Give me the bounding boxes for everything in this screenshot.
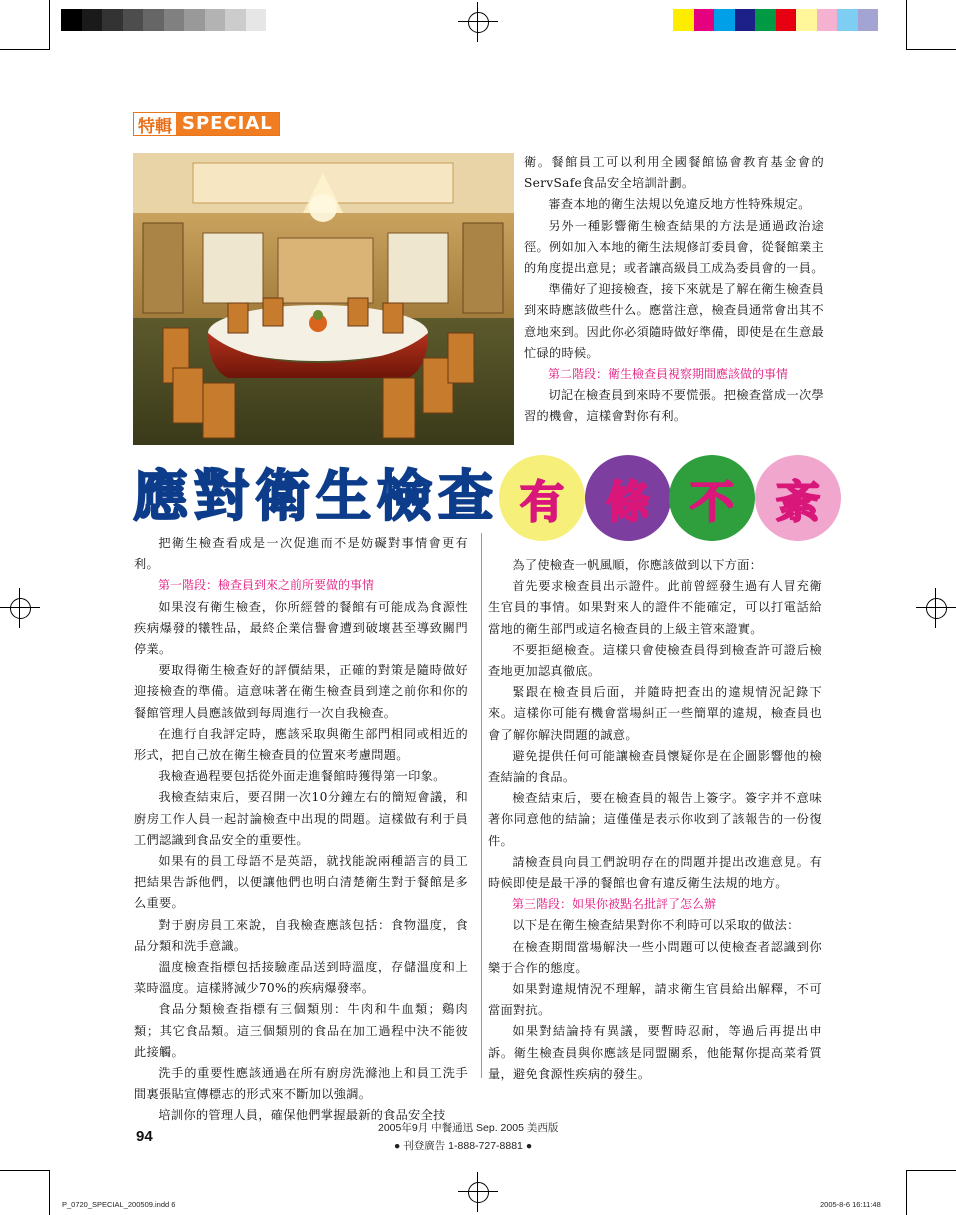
color-swatch [694,9,715,31]
color-swatch [673,9,694,31]
paragraph: 切記在檢查員到來時不要慌張。把檢查當成一次學習的機會，這樣會對你有利。 [524,388,824,424]
crop-mark [906,49,956,50]
section-tag-en: SPECIAL [176,113,279,135]
section-heading: 第二階段：衛生檢查員視察期間應該做的事情 [548,367,789,382]
upper-right-column [524,152,824,428]
section-heading: 第三階段：如果你被點名批評了怎么辦 [512,897,717,912]
color-swatch [817,9,838,31]
file-slug: P_0720_SPECIAL_200509.indd 6 [62,1200,176,1209]
color-swatch [776,9,797,31]
headline-bubble: 紊 [755,455,841,541]
crop-mark [906,1170,956,1171]
headline-main: 應對衛生檢查 [133,464,500,528]
footer-issue-line: 2005年9月 中餐通迅 Sep. 2005 美西版 [378,1122,559,1134]
paragraph: 在進行自我評定時，應該采取與衛生部門相同或相近的形式，把自己放在衛生檢查員的位置來考慮問題。 [134,726,468,763]
color-swatch [184,9,205,31]
color-swatch [714,9,735,31]
cmyk-color-bar [673,9,878,31]
color-swatch [61,9,82,31]
color-swatch [82,9,103,31]
left-text-column [134,533,468,1127]
paragraph: 對于廚房員工來說，自我檢查應該包括：食物溫度，食品分類和洗手意識。 [134,917,468,953]
color-swatch [205,9,226,31]
crop-mark [906,0,907,50]
paragraph: 以下是在衛生檢查結果對你不利時可以采取的做法： [512,918,800,933]
color-swatch [837,9,858,31]
color-swatch [246,9,267,31]
color-swatch [858,9,879,31]
paragraph: 在檢查期間當場解決一些小問題可以使檢查者認識到你樂于合作的態度。 [488,939,822,975]
color-swatch [266,9,287,31]
paragraph: 溫度檢查指標包括接驗產品送到時溫度，存儲溫度和上菜時溫度。這樣將減少70%的疾病爆發率。 [134,960,468,996]
paragraph: 緊跟在檢查員后面，并隨時把查出的違規情況記錄下來。這樣你可能有機會當場糾正一些簡單的違規，檢查員也會了解你解決問題的誠意。 [488,685,822,742]
paragraph: 首先要求檢查員出示證件。此前曾經發生過有人冒充衛生官員的事情。如果對來人的證件不能確定，可以打電話給當地的衛生部門或這名檢查員的上級主管來證實。 [488,579,822,636]
color-swatch [755,9,776,31]
registration-mark [916,588,956,628]
paragraph: 培訓你的管理人員，確保他們掌握最新的食品安全技 [158,1108,446,1123]
paragraph: 要取得衛生檢查好的評價結果，正確的對策是隨時做好迎接檢查的準備。這意味著在衛生檢查員到達之前你和你的餐館管理人員應該做到每周進行一次自我檢查。 [134,663,468,720]
registration-mark [458,1172,498,1212]
paragraph: 如果對違規情況不理解，請求衛生官員給出解釋，不可當面對抗。 [488,982,822,1018]
paragraph: 審查本地的衛生法規以免違反地方性特殊規定。 [548,197,811,212]
paragraph: 食品分類檢查指標有三個類別：牛肉和牛血類；鷄肉類；其它食品類。這三個類別的食品在加工過程中決不能彼此接觸。 [134,1002,468,1059]
footer-advert-line: ● 刊登廣告 1-888-727-8881 ● [394,1140,533,1152]
headline-bubble: 條 [585,455,671,541]
paragraph: 如果沒有衛生檢查，你所經營的餐館有可能成為食源性疾病爆發的犧牲品，最終企業信譽會遭到破壞甚至導致關門停業。 [134,599,468,657]
right-text-column [488,555,822,1085]
paragraph: 如果對結論持有異議，要暫時忍耐，等過后再提出申訴。衛生檢查員與你應該是同盟關系，他能幫你提高菜肴質量，避免食源性疾病的發生。 [488,1024,822,1081]
color-swatch [123,9,144,31]
timestamp-slug: 2005-8-6 16:11:48 [820,1200,881,1209]
paragraph: 請檢查員向員工們說明存在的問題并提出改進意見。有時候即使是最干凈的餐館也會有違反衛生法規的地方。 [488,854,822,891]
crop-mark [0,1170,50,1171]
paragraph: 另外一種影響衛生檢查結果的方法是通過政治途徑。例如加入本地的衛生法規修訂委員會，從餐館業主的角度提出意見；或者讓高級員工成為委員會的一員。 [524,218,824,276]
section-tag-zh: 特輯 [138,116,172,137]
section-heading: 第一階段：檢查員到來之前所要做的事情 [158,578,375,593]
paragraph: 我檢查結束后，要召開一次10分鐘左右的簡短會議，和廚房工作人員一起討論檢查中出現的問題。這樣做有利于員工們認識到食品安全的重要性。 [134,790,468,847]
color-swatch [164,9,185,31]
paragraph: 為了使檢查一帆風順，你應該做到以下方面： [512,558,763,572]
headline-bubble: 不 [669,455,755,541]
crop-mark [0,49,50,50]
paragraph: 不要拒絕檢查。這樣只會使檢查員得到檢查許可證后檢查地更加認真徹底。 [488,642,822,679]
paragraph: 衛。餐館員工可以利用全國餐館協會教育基金會的ServSafe食品安全培訓計劃。 [524,155,824,191]
grayscale-color-bar [61,9,287,31]
crop-mark [906,1170,907,1215]
color-swatch [735,9,756,31]
color-swatch [225,9,246,31]
crop-mark [49,0,50,50]
color-swatch [102,9,123,31]
section-tag [133,112,280,136]
paragraph: 我檢查過程要包括從外面走進餐館時獲得第一印象。 [158,769,446,784]
headline-bubble: 有 [499,455,585,541]
paragraph: 準備好了迎接檢查，接下來就是了解在衛生檢查員到來時應該做些什么。應當注意，檢查員通常會出其不意地來到。因此你必須隨時做好準備，即使是在生意最忙碌的時候。 [524,282,824,360]
registration-mark [0,588,40,628]
crop-mark [49,1170,50,1215]
paragraph: 洗手的重要性應該通過在所有廚房洗滌池上和員工洗手間裏張貼宣傳標志的形式來不斷加以強調。 [134,1066,468,1102]
paragraph: 如果有的員工母語不是英語，就找能說兩種語言的員工把結果告訴他們，以便讓他們也明白清楚衛生對于餐館是多么重要。 [134,854,468,911]
paragraph: 避免提供任何可能讓檢查員懷疑你是在企圖影響他的檢查結論的食品。 [488,748,822,785]
page-number: 94 [136,1128,153,1145]
paragraph: 把衛生檢查看成是一次促進而不是妨礙對事情會更有利。 [134,536,468,572]
paragraph: 檢查結束后，要在檢查員的報告上簽字。簽字并不意味著你同意他的結論；這僅僅是表示你收到了該報告的一份復件。 [488,791,822,848]
color-swatch [143,9,164,31]
color-swatch [796,9,817,31]
registration-mark [458,2,498,42]
banquet-room-photo [133,153,514,445]
column-divider [481,533,482,1078]
